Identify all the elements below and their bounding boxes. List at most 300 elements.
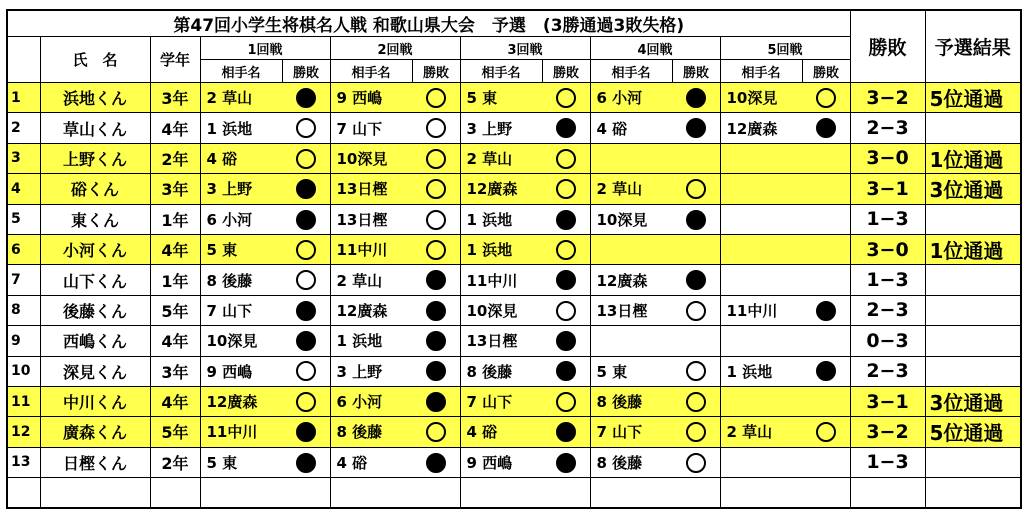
player-record: 3−2 xyxy=(850,83,925,113)
table-row xyxy=(7,326,1021,356)
black-circle-icon xyxy=(816,361,836,381)
round-result xyxy=(672,265,720,295)
black-circle-icon xyxy=(296,301,316,321)
round-result xyxy=(282,204,330,234)
header-result: 勝敗 xyxy=(282,60,330,83)
round-opponent: 10深見 xyxy=(330,143,412,173)
white-circle-icon xyxy=(816,88,836,108)
round-opponent: 10深見 xyxy=(720,83,802,113)
black-circle-icon xyxy=(426,392,446,412)
player-outcome: 3位通過 xyxy=(925,386,1021,416)
round-opponent xyxy=(590,234,672,264)
round-opponent: 5 東 xyxy=(200,234,282,264)
player-number: 2 xyxy=(7,113,40,143)
round-result xyxy=(282,265,330,295)
player-record: 2−3 xyxy=(850,356,925,386)
player-name: 西嶋くん xyxy=(40,326,150,356)
round-result xyxy=(282,417,330,447)
player-record: 3−0 xyxy=(850,234,925,264)
table-row xyxy=(7,295,1021,325)
round-opponent xyxy=(590,326,672,356)
white-circle-icon xyxy=(296,361,316,381)
round-result xyxy=(412,326,460,356)
white-circle-icon xyxy=(686,453,706,473)
white-circle-icon xyxy=(426,118,446,138)
player-number: 5 xyxy=(7,204,40,234)
round-opponent: 13日樫 xyxy=(330,174,412,204)
player-number: 7 xyxy=(7,265,40,295)
white-circle-icon xyxy=(426,149,446,169)
white-circle-icon xyxy=(556,240,576,260)
empty-row xyxy=(7,478,1021,509)
round-opponent: 6 小河 xyxy=(200,204,282,234)
header-result: 勝敗 xyxy=(672,60,720,83)
black-circle-icon xyxy=(686,270,706,290)
black-circle-icon xyxy=(556,210,576,230)
table-row xyxy=(7,83,1021,113)
round-opponent: 8 後藤 xyxy=(590,386,672,416)
white-circle-icon xyxy=(296,118,316,138)
player-record: 3−2 xyxy=(850,417,925,447)
player-grade: 2年 xyxy=(150,143,200,173)
round-opponent: 8 後藤 xyxy=(590,447,672,477)
player-outcome xyxy=(925,356,1021,386)
player-number: 1 xyxy=(7,83,40,113)
round-result xyxy=(542,234,590,264)
table-row xyxy=(7,113,1021,143)
player-number: 6 xyxy=(7,234,40,264)
round-opponent: 8 後藤 xyxy=(200,265,282,295)
white-circle-icon xyxy=(686,361,706,381)
round-opponent: 12廣森 xyxy=(720,113,802,143)
player-outcome xyxy=(925,295,1021,325)
round-opponent: 8 後藤 xyxy=(330,417,412,447)
player-number: 10 xyxy=(7,356,40,386)
empty-cell xyxy=(200,478,282,509)
round-opponent: 2 草山 xyxy=(330,265,412,295)
round-opponent: 5 東 xyxy=(200,447,282,477)
black-circle-icon xyxy=(426,270,446,290)
round-opponent: 3 上野 xyxy=(200,174,282,204)
round-result xyxy=(542,386,590,416)
player-number: 13 xyxy=(7,447,40,477)
round-result xyxy=(282,326,330,356)
round-result xyxy=(802,326,850,356)
black-circle-icon xyxy=(426,453,446,473)
player-grade: 4年 xyxy=(150,386,200,416)
round-opponent: 13日樫 xyxy=(330,204,412,234)
black-circle-icon xyxy=(426,331,446,351)
player-outcome xyxy=(925,265,1021,295)
header-record: 勝敗 xyxy=(850,10,925,83)
round-result xyxy=(542,113,590,143)
player-grade: 3年 xyxy=(150,356,200,386)
round-result xyxy=(542,204,590,234)
round-result xyxy=(672,143,720,173)
empty-cell xyxy=(802,478,850,509)
table-row xyxy=(7,417,1021,447)
black-circle-icon xyxy=(296,331,316,351)
header-result: 勝敗 xyxy=(802,60,850,83)
empty-cell xyxy=(330,478,412,509)
player-name: 深見くん xyxy=(40,356,150,386)
round-opponent: 7 山下 xyxy=(200,295,282,325)
round-opponent: 9 西嶋 xyxy=(330,83,412,113)
white-circle-icon xyxy=(816,422,836,442)
player-outcome xyxy=(925,204,1021,234)
header-opponent: 相手名 xyxy=(590,60,672,83)
player-name: 硲くん xyxy=(40,174,150,204)
round-result xyxy=(412,234,460,264)
empty-cell xyxy=(412,478,460,509)
white-circle-icon xyxy=(556,301,576,321)
empty-cell xyxy=(850,478,925,509)
white-circle-icon xyxy=(296,149,316,169)
header-opponent: 相手名 xyxy=(720,60,802,83)
round-result xyxy=(282,234,330,264)
round-opponent: 7 山下 xyxy=(590,417,672,447)
round-opponent xyxy=(720,143,802,173)
player-record: 1−3 xyxy=(850,447,925,477)
player-name: 上野くん xyxy=(40,143,150,173)
empty-cell xyxy=(7,478,40,509)
round-opponent: 4 硲 xyxy=(200,143,282,173)
round-result xyxy=(412,113,460,143)
round-opponent: 9 西嶋 xyxy=(200,356,282,386)
player-name: 浜地くん xyxy=(40,83,150,113)
white-circle-icon xyxy=(296,240,316,260)
white-circle-icon xyxy=(686,179,706,199)
table-row xyxy=(7,174,1021,204)
black-circle-icon xyxy=(556,453,576,473)
round-opponent xyxy=(720,234,802,264)
empty-cell xyxy=(282,478,330,509)
black-circle-icon xyxy=(556,422,576,442)
round-result xyxy=(412,447,460,477)
round-result xyxy=(282,447,330,477)
table-row xyxy=(7,265,1021,295)
black-circle-icon xyxy=(296,422,316,442)
round-opponent xyxy=(720,447,802,477)
round-opponent: 7 山下 xyxy=(330,113,412,143)
header-result: 勝敗 xyxy=(412,60,460,83)
round-opponent xyxy=(720,386,802,416)
player-grade: 3年 xyxy=(150,83,200,113)
round-result xyxy=(542,417,590,447)
round-result xyxy=(412,265,460,295)
round-result xyxy=(282,386,330,416)
player-outcome: 5位通過 xyxy=(925,83,1021,113)
header-outcome: 予選結果 xyxy=(925,10,1021,83)
round-opponent: 6 小河 xyxy=(590,83,672,113)
table-row xyxy=(7,204,1021,234)
round-opponent: 10深見 xyxy=(590,204,672,234)
round-opponent: 3 上野 xyxy=(460,113,542,143)
player-number: 12 xyxy=(7,417,40,447)
round-opponent: 1 浜地 xyxy=(460,204,542,234)
player-record: 0−3 xyxy=(850,326,925,356)
round-opponent: 2 草山 xyxy=(460,143,542,173)
round-result xyxy=(542,295,590,325)
round-opponent: 2 草山 xyxy=(590,174,672,204)
round-result xyxy=(542,174,590,204)
round-opponent xyxy=(720,174,802,204)
round-opponent: 9 西嶋 xyxy=(460,447,542,477)
white-circle-icon xyxy=(426,179,446,199)
header-result: 勝敗 xyxy=(542,60,590,83)
player-name: 東くん xyxy=(40,204,150,234)
round-opponent: 1 浜地 xyxy=(720,356,802,386)
round-opponent: 8 後藤 xyxy=(460,356,542,386)
round-result xyxy=(672,295,720,325)
header-round-3: 3回戦 xyxy=(460,37,590,60)
table-body xyxy=(7,83,1021,509)
empty-cell xyxy=(542,478,590,509)
round-result xyxy=(672,417,720,447)
round-result xyxy=(542,356,590,386)
round-result xyxy=(672,326,720,356)
round-result xyxy=(412,174,460,204)
player-record: 2−3 xyxy=(850,295,925,325)
black-circle-icon xyxy=(426,301,446,321)
round-result xyxy=(672,234,720,264)
white-circle-icon xyxy=(686,392,706,412)
tournament-table xyxy=(6,9,1022,509)
black-circle-icon xyxy=(556,331,576,351)
round-result xyxy=(672,204,720,234)
round-opponent xyxy=(720,326,802,356)
round-result xyxy=(802,417,850,447)
empty-cell xyxy=(672,478,720,509)
white-circle-icon xyxy=(296,270,316,290)
player-grade: 1年 xyxy=(150,204,200,234)
round-opponent: 11中川 xyxy=(460,265,542,295)
table-row xyxy=(7,356,1021,386)
header-round-1: 1回戦 xyxy=(200,37,330,60)
round-result xyxy=(412,386,460,416)
player-number: 11 xyxy=(7,386,40,416)
player-name: 山下くん xyxy=(40,265,150,295)
black-circle-icon xyxy=(296,88,316,108)
header-round-4: 4回戦 xyxy=(590,37,720,60)
round-result xyxy=(282,113,330,143)
round-result xyxy=(412,295,460,325)
player-outcome: 1位通過 xyxy=(925,143,1021,173)
round-result xyxy=(412,417,460,447)
player-number: 3 xyxy=(7,143,40,173)
round-opponent: 12廣森 xyxy=(590,265,672,295)
round-opponent xyxy=(590,143,672,173)
black-circle-icon xyxy=(296,453,316,473)
round-opponent: 4 硲 xyxy=(330,447,412,477)
player-record: 3−1 xyxy=(850,174,925,204)
round-result xyxy=(802,83,850,113)
white-circle-icon xyxy=(426,210,446,230)
white-circle-icon xyxy=(686,301,706,321)
round-result xyxy=(802,447,850,477)
table-row xyxy=(7,143,1021,173)
player-number: 8 xyxy=(7,295,40,325)
round-result xyxy=(802,356,850,386)
black-circle-icon xyxy=(426,361,446,381)
round-result xyxy=(412,143,460,173)
round-opponent: 1 浜地 xyxy=(200,113,282,143)
player-number: 4 xyxy=(7,174,40,204)
player-record: 3−1 xyxy=(850,386,925,416)
player-name: 後藤くん xyxy=(40,295,150,325)
round-opponent: 10深見 xyxy=(460,295,542,325)
black-circle-icon xyxy=(556,118,576,138)
player-grade: 5年 xyxy=(150,417,200,447)
round-opponent: 11中川 xyxy=(200,417,282,447)
white-circle-icon xyxy=(686,422,706,442)
table-row xyxy=(7,234,1021,264)
table-row xyxy=(7,386,1021,416)
black-circle-icon xyxy=(686,210,706,230)
header-grade: 学年 xyxy=(150,37,200,83)
white-circle-icon xyxy=(556,179,576,199)
white-circle-icon xyxy=(426,240,446,260)
round-opponent: 2 草山 xyxy=(200,83,282,113)
player-name: 中川くん xyxy=(40,386,150,416)
white-circle-icon xyxy=(426,422,446,442)
player-name: 小河くん xyxy=(40,234,150,264)
empty-cell xyxy=(40,478,150,509)
empty-cell xyxy=(460,478,542,509)
page-title: 第47回小学生将棋名人戦 和歌山県大会 予選 (3勝通過3敗失格) xyxy=(7,10,850,37)
round-opponent: 13日樫 xyxy=(590,295,672,325)
round-opponent: 2 草山 xyxy=(720,417,802,447)
round-opponent xyxy=(720,265,802,295)
round-opponent: 6 小河 xyxy=(330,386,412,416)
white-circle-icon xyxy=(296,392,316,412)
round-result xyxy=(672,356,720,386)
player-name: 草山くん xyxy=(40,113,150,143)
player-grade: 1年 xyxy=(150,265,200,295)
player-name: 廣森くん xyxy=(40,417,150,447)
player-grade: 4年 xyxy=(150,113,200,143)
round-opponent: 3 上野 xyxy=(330,356,412,386)
round-opponent: 1 浜地 xyxy=(330,326,412,356)
player-number: 9 xyxy=(7,326,40,356)
round-result xyxy=(542,265,590,295)
round-result xyxy=(672,386,720,416)
header-number-blank xyxy=(7,37,40,83)
round-opponent: 1 浜地 xyxy=(460,234,542,264)
header-round-5: 5回戦 xyxy=(720,37,850,60)
round-opponent xyxy=(720,204,802,234)
round-result xyxy=(282,83,330,113)
black-circle-icon xyxy=(816,118,836,138)
player-record: 2−3 xyxy=(850,113,925,143)
header-name: 氏 名 xyxy=(40,37,150,83)
round-opponent: 11中川 xyxy=(330,234,412,264)
round-opponent: 10深見 xyxy=(200,326,282,356)
round-result xyxy=(412,356,460,386)
round-result xyxy=(802,234,850,264)
player-outcome: 5位通過 xyxy=(925,417,1021,447)
player-grade: 4年 xyxy=(150,326,200,356)
round-opponent: 12廣森 xyxy=(460,174,542,204)
round-result xyxy=(542,447,590,477)
round-opponent: 5 東 xyxy=(590,356,672,386)
round-result xyxy=(542,326,590,356)
round-result xyxy=(802,265,850,295)
round-result xyxy=(672,174,720,204)
round-result xyxy=(282,356,330,386)
player-outcome xyxy=(925,113,1021,143)
round-result xyxy=(802,204,850,234)
round-opponent: 12廣森 xyxy=(330,295,412,325)
black-circle-icon xyxy=(686,88,706,108)
round-result xyxy=(542,143,590,173)
round-opponent: 4 硲 xyxy=(590,113,672,143)
white-circle-icon xyxy=(556,392,576,412)
table-row xyxy=(7,447,1021,477)
black-circle-icon xyxy=(686,118,706,138)
header-opponent: 相手名 xyxy=(330,60,412,83)
round-opponent: 13日樫 xyxy=(460,326,542,356)
round-result xyxy=(672,113,720,143)
black-circle-icon xyxy=(296,179,316,199)
player-record: 1−3 xyxy=(850,265,925,295)
round-result xyxy=(802,174,850,204)
player-outcome: 3位通過 xyxy=(925,174,1021,204)
player-outcome: 1位通過 xyxy=(925,234,1021,264)
header-opponent: 相手名 xyxy=(200,60,282,83)
round-opponent: 11中川 xyxy=(720,295,802,325)
round-opponent: 5 東 xyxy=(460,83,542,113)
player-grade: 2年 xyxy=(150,447,200,477)
round-opponent: 7 山下 xyxy=(460,386,542,416)
round-result xyxy=(802,386,850,416)
player-record: 3−0 xyxy=(850,143,925,173)
player-grade: 4年 xyxy=(150,234,200,264)
player-outcome xyxy=(925,326,1021,356)
header-round-2: 2回戦 xyxy=(330,37,460,60)
player-outcome xyxy=(925,447,1021,477)
empty-cell xyxy=(925,478,1021,509)
black-circle-icon xyxy=(296,210,316,230)
empty-cell xyxy=(590,478,672,509)
player-grade: 5年 xyxy=(150,295,200,325)
player-record: 1−3 xyxy=(850,204,925,234)
header-opponent: 相手名 xyxy=(460,60,542,83)
title-row xyxy=(7,10,1021,37)
round-result xyxy=(672,83,720,113)
round-result xyxy=(412,83,460,113)
white-circle-icon xyxy=(556,88,576,108)
round-result xyxy=(412,204,460,234)
white-circle-icon xyxy=(426,88,446,108)
player-grade: 3年 xyxy=(150,174,200,204)
round-result xyxy=(282,143,330,173)
black-circle-icon xyxy=(556,361,576,381)
black-circle-icon xyxy=(556,270,576,290)
round-result xyxy=(672,447,720,477)
empty-cell xyxy=(150,478,200,509)
round-opponent: 12廣森 xyxy=(200,386,282,416)
round-result xyxy=(802,295,850,325)
round-result xyxy=(542,83,590,113)
round-result xyxy=(282,174,330,204)
black-circle-icon xyxy=(816,301,836,321)
round-result xyxy=(802,143,850,173)
round-opponent: 4 硲 xyxy=(460,417,542,447)
empty-cell xyxy=(720,478,802,509)
white-circle-icon xyxy=(556,149,576,169)
round-result xyxy=(282,295,330,325)
